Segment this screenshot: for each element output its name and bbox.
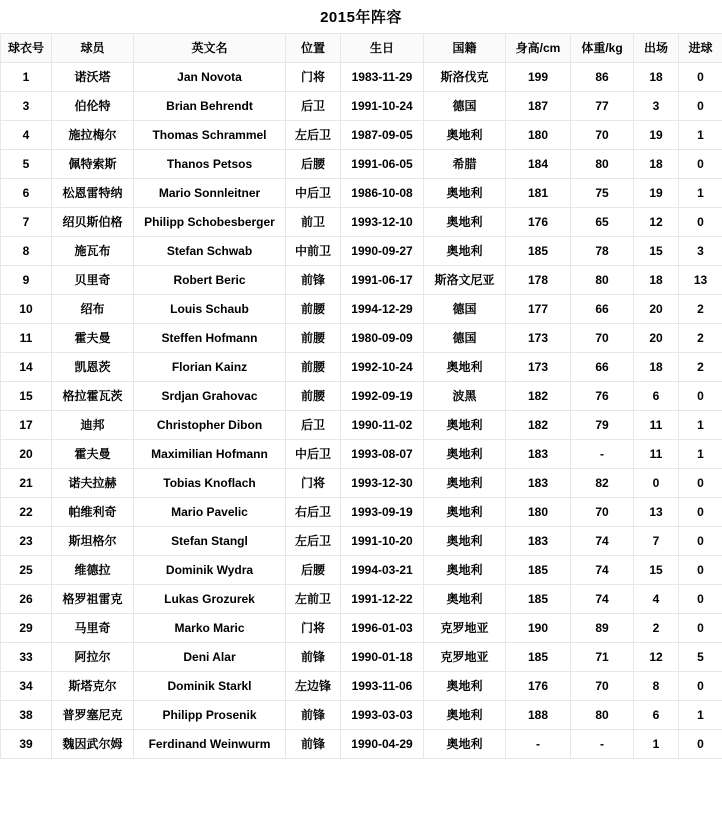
table-cell: 门将	[286, 614, 341, 643]
table-cell: 70	[571, 121, 634, 150]
table-cell: 21	[1, 469, 52, 498]
table-cell: 1	[679, 121, 722, 150]
table-row	[1, 614, 722, 643]
table-cell: 凯恩茨	[52, 353, 134, 382]
table-cell: 奥地利	[424, 730, 506, 759]
table-cell: 80	[571, 701, 634, 730]
table-cell: -	[506, 730, 571, 759]
table-cell: 1	[679, 179, 722, 208]
table-cell: 177	[506, 295, 571, 324]
table-cell: 0	[679, 208, 722, 237]
table-cell: 1990-01-18	[341, 643, 424, 672]
table-cell: 2	[634, 614, 679, 643]
table-cell: 89	[571, 614, 634, 643]
table-cell: 施瓦布	[52, 237, 134, 266]
page-title: 2015年阵容	[320, 9, 402, 26]
table-cell: Florian Kainz	[134, 353, 286, 382]
table-row	[1, 643, 722, 672]
table-cell: 马里奇	[52, 614, 134, 643]
table-cell: 1994-12-29	[341, 295, 424, 324]
table-cell: 奥地利	[424, 121, 506, 150]
table-cell: 1990-11-02	[341, 411, 424, 440]
table-cell: 180	[506, 498, 571, 527]
table-cell: 中后卫	[286, 179, 341, 208]
table-cell: 中前卫	[286, 237, 341, 266]
table-cell: 185	[506, 585, 571, 614]
table-cell: 1991-06-17	[341, 266, 424, 295]
table-cell: 1993-09-19	[341, 498, 424, 527]
table-cell: 0	[679, 614, 722, 643]
table-row	[1, 672, 722, 701]
column-header: 体重/kg	[571, 34, 634, 63]
table-cell: 79	[571, 411, 634, 440]
table-cell: 86	[571, 63, 634, 92]
table-row	[1, 556, 722, 585]
table-cell: 前卫	[286, 208, 341, 237]
table-cell: 3	[634, 92, 679, 121]
table-cell: 26	[1, 585, 52, 614]
table-cell: 前锋	[286, 643, 341, 672]
table-cell: 39	[1, 730, 52, 759]
table-cell: 霍夫曼	[52, 324, 134, 353]
table-cell: Steffen Hofmann	[134, 324, 286, 353]
table-row	[1, 295, 722, 324]
table-row	[1, 353, 722, 382]
table-cell: 71	[571, 643, 634, 672]
table-cell: 希腊	[424, 150, 506, 179]
table-cell: 0	[679, 382, 722, 411]
table-cell: Philipp Schobesberger	[134, 208, 286, 237]
table-row	[1, 701, 722, 730]
table-cell: 奥地利	[424, 556, 506, 585]
column-header: 生日	[341, 34, 424, 63]
table-cell: 8	[1, 237, 52, 266]
table-cell: 0	[679, 556, 722, 585]
table-cell: 190	[506, 614, 571, 643]
table-cell: 22	[1, 498, 52, 527]
table-row	[1, 585, 722, 614]
table-row	[1, 469, 722, 498]
table-cell: 诺沃塔	[52, 63, 134, 92]
table-row	[1, 150, 722, 179]
table-cell: 2	[679, 295, 722, 324]
table-cell: 11	[634, 411, 679, 440]
table-cell: 阿拉尔	[52, 643, 134, 672]
table-cell: 29	[1, 614, 52, 643]
table-row	[1, 63, 722, 92]
table-cell: 奥地利	[424, 411, 506, 440]
table-cell: 霍夫曼	[52, 440, 134, 469]
table-cell: 70	[571, 324, 634, 353]
table-cell: 普罗塞尼克	[52, 701, 134, 730]
table-cell: 德国	[424, 92, 506, 121]
table-cell: 1	[1, 63, 52, 92]
table-cell: 74	[571, 527, 634, 556]
table-cell: 80	[571, 150, 634, 179]
table-cell: 门将	[286, 63, 341, 92]
table-cell: 施拉梅尔	[52, 121, 134, 150]
table-cell: 右后卫	[286, 498, 341, 527]
table-row	[1, 498, 722, 527]
table-cell: 绍布	[52, 295, 134, 324]
table-cell: 182	[506, 411, 571, 440]
table-cell: 3	[679, 237, 722, 266]
column-header: 身高/cm	[506, 34, 571, 63]
table-cell: 1993-12-30	[341, 469, 424, 498]
table-cell: 德国	[424, 295, 506, 324]
table-cell: 176	[506, 672, 571, 701]
column-header: 球员	[52, 34, 134, 63]
table-cell: 德国	[424, 324, 506, 353]
table-cell: 15	[1, 382, 52, 411]
table-cell: 13	[679, 266, 722, 295]
table-cell: 奥地利	[424, 672, 506, 701]
table-header-row	[1, 34, 722, 63]
table-cell: 183	[506, 440, 571, 469]
table-row	[1, 382, 722, 411]
table-row	[1, 237, 722, 266]
table-cell: 斯塔克尔	[52, 672, 134, 701]
table-cell: 13	[634, 498, 679, 527]
table-row	[1, 527, 722, 556]
table-cell: 2	[679, 353, 722, 382]
column-header: 出场	[634, 34, 679, 63]
table-cell: 12	[634, 208, 679, 237]
table-cell: 奥地利	[424, 237, 506, 266]
column-header: 球衣号	[1, 34, 52, 63]
table-cell: 后腰	[286, 150, 341, 179]
table-cell: 诺夫拉赫	[52, 469, 134, 498]
table-cell: 5	[679, 643, 722, 672]
table-cell: 1991-10-20	[341, 527, 424, 556]
table-cell: 1987-09-05	[341, 121, 424, 150]
table-cell: 克罗地亚	[424, 643, 506, 672]
table-cell: Jan Novota	[134, 63, 286, 92]
table-cell: 0	[679, 527, 722, 556]
table-cell: Stefan Schwab	[134, 237, 286, 266]
table-cell: 0	[679, 92, 722, 121]
table-cell: 帕维利奇	[52, 498, 134, 527]
table-cell: 66	[571, 295, 634, 324]
table-cell: 前腰	[286, 324, 341, 353]
table-cell: 5	[1, 150, 52, 179]
table-cell: Philipp Prosenik	[134, 701, 286, 730]
table-cell: 15	[634, 237, 679, 266]
table-cell: 中后卫	[286, 440, 341, 469]
table-cell: 迪邦	[52, 411, 134, 440]
table-cell: 左后卫	[286, 527, 341, 556]
table-cell: Srdjan Grahovac	[134, 382, 286, 411]
table-cell: 173	[506, 324, 571, 353]
table-cell: 1	[634, 730, 679, 759]
table-cell: Mario Sonnleitner	[134, 179, 286, 208]
table-cell: 18	[634, 353, 679, 382]
table-cell: 180	[506, 121, 571, 150]
table-cell: 奥地利	[424, 585, 506, 614]
table-cell: 奥地利	[424, 527, 506, 556]
table-cell: 4	[1, 121, 52, 150]
table-cell: 18	[634, 150, 679, 179]
squad-table	[0, 33, 722, 759]
table-cell: 20	[634, 324, 679, 353]
table-row	[1, 411, 722, 440]
table-cell: 25	[1, 556, 52, 585]
table-cell: 70	[571, 498, 634, 527]
table-cell: 11	[634, 440, 679, 469]
table-cell: 20	[634, 295, 679, 324]
table-cell: 斯洛伐克	[424, 63, 506, 92]
table-cell: 199	[506, 63, 571, 92]
table-cell: Lukas Grozurek	[134, 585, 286, 614]
table-cell: 8	[634, 672, 679, 701]
table-cell: 1	[679, 701, 722, 730]
table-cell: 后卫	[286, 411, 341, 440]
table-cell: 前锋	[286, 730, 341, 759]
table-cell: 1980-09-09	[341, 324, 424, 353]
table-cell: 2	[679, 324, 722, 353]
table-row	[1, 266, 722, 295]
table-cell: 奥地利	[424, 353, 506, 382]
table-cell: 奥地利	[424, 701, 506, 730]
table-cell: 0	[679, 63, 722, 92]
table-cell: 185	[506, 237, 571, 266]
table-cell: 斯洛文尼亚	[424, 266, 506, 295]
table-cell: 10	[1, 295, 52, 324]
table-body	[1, 63, 722, 759]
column-header: 进球	[679, 34, 722, 63]
table-cell: 1991-10-24	[341, 92, 424, 121]
table-cell: 65	[571, 208, 634, 237]
table-cell: 6	[634, 382, 679, 411]
table-cell: 38	[1, 701, 52, 730]
table-cell: 1996-01-03	[341, 614, 424, 643]
table-cell: 格罗祖雷克	[52, 585, 134, 614]
table-cell: 18	[634, 63, 679, 92]
table-cell: 33	[1, 643, 52, 672]
table-cell: 后卫	[286, 92, 341, 121]
table-cell: 1986-10-08	[341, 179, 424, 208]
table-cell: 188	[506, 701, 571, 730]
table-cell: 奥地利	[424, 179, 506, 208]
table-cell: 80	[571, 266, 634, 295]
column-header: 国籍	[424, 34, 506, 63]
table-cell: 34	[1, 672, 52, 701]
table-cell: 0	[679, 469, 722, 498]
table-cell: 182	[506, 382, 571, 411]
table-cell: 1991-12-22	[341, 585, 424, 614]
table-cell: 1993-03-03	[341, 701, 424, 730]
table-cell: 1991-06-05	[341, 150, 424, 179]
table-row	[1, 92, 722, 121]
table-cell: 181	[506, 179, 571, 208]
table-cell: 12	[634, 643, 679, 672]
table-cell: 184	[506, 150, 571, 179]
table-cell: 1993-12-10	[341, 208, 424, 237]
table-cell: 178	[506, 266, 571, 295]
table-cell: 7	[1, 208, 52, 237]
table-cell: 绍贝斯伯格	[52, 208, 134, 237]
table-cell: 1990-09-27	[341, 237, 424, 266]
table-cell: 0	[679, 150, 722, 179]
table-cell: 19	[634, 179, 679, 208]
table-cell: 门将	[286, 469, 341, 498]
table-cell: 23	[1, 527, 52, 556]
table-cell: 74	[571, 556, 634, 585]
table-cell: 78	[571, 237, 634, 266]
table-cell: 7	[634, 527, 679, 556]
table-cell: 格拉霍瓦茨	[52, 382, 134, 411]
table-cell: 左后卫	[286, 121, 341, 150]
table-cell: Dominik Wydra	[134, 556, 286, 585]
table-cell: Tobias Knoflach	[134, 469, 286, 498]
table-cell: 奥地利	[424, 469, 506, 498]
table-row	[1, 730, 722, 759]
table-cell: 183	[506, 527, 571, 556]
table-cell: 77	[571, 92, 634, 121]
table-cell: 0	[679, 730, 722, 759]
table-cell: 波黑	[424, 382, 506, 411]
table-cell: 前腰	[286, 353, 341, 382]
table-row	[1, 179, 722, 208]
table-cell: 74	[571, 585, 634, 614]
table-row	[1, 208, 722, 237]
table-cell: 魏因武尔姆	[52, 730, 134, 759]
table-cell: Brian Behrendt	[134, 92, 286, 121]
table-cell: 4	[634, 585, 679, 614]
table-cell: Louis Schaub	[134, 295, 286, 324]
table-cell: 前锋	[286, 266, 341, 295]
table-cell: 前腰	[286, 295, 341, 324]
table-cell: 185	[506, 643, 571, 672]
table-cell: Mario Pavelic	[134, 498, 286, 527]
table-cell: Marko Maric	[134, 614, 286, 643]
table-cell: 14	[1, 353, 52, 382]
table-cell: 11	[1, 324, 52, 353]
table-cell: 佩特索斯	[52, 150, 134, 179]
table-cell: 70	[571, 672, 634, 701]
column-header: 英文名	[134, 34, 286, 63]
table-cell: 0	[679, 672, 722, 701]
table-row	[1, 440, 722, 469]
table-cell: 贝里奇	[52, 266, 134, 295]
table-cell: 1	[679, 440, 722, 469]
table-cell: 6	[1, 179, 52, 208]
table-cell: 17	[1, 411, 52, 440]
table-row	[1, 121, 722, 150]
table-cell: -	[571, 730, 634, 759]
table-cell: 左边锋	[286, 672, 341, 701]
table-cell: 奥地利	[424, 440, 506, 469]
table-cell: Dominik Starkl	[134, 672, 286, 701]
table-cell: 9	[1, 266, 52, 295]
table-cell: Thanos Petsos	[134, 150, 286, 179]
table-cell: Ferdinand Weinwurm	[134, 730, 286, 759]
table-cell: 前锋	[286, 701, 341, 730]
table-cell: 斯坦格尔	[52, 527, 134, 556]
table-cell: 左前卫	[286, 585, 341, 614]
table-cell: 1993-08-07	[341, 440, 424, 469]
table-cell: 1992-10-24	[341, 353, 424, 382]
table-cell: 19	[634, 121, 679, 150]
table-cell: -	[571, 440, 634, 469]
table-cell: Thomas Schrammel	[134, 121, 286, 150]
table-cell: 0	[679, 498, 722, 527]
table-cell: 76	[571, 382, 634, 411]
table-cell: 奥地利	[424, 498, 506, 527]
table-cell: 1993-11-06	[341, 672, 424, 701]
table-cell: Christopher Dibon	[134, 411, 286, 440]
table-cell: 66	[571, 353, 634, 382]
table-cell: 松恩雷特纳	[52, 179, 134, 208]
table-row	[1, 324, 722, 353]
table-cell: 1983-11-29	[341, 63, 424, 92]
table-cell: 6	[634, 701, 679, 730]
table-cell: 176	[506, 208, 571, 237]
table-cell: 维德拉	[52, 556, 134, 585]
table-cell: 187	[506, 92, 571, 121]
table-cell: 173	[506, 353, 571, 382]
table-cell: Stefan Stangl	[134, 527, 286, 556]
table-cell: 前腰	[286, 382, 341, 411]
table-cell: Maximilian Hofmann	[134, 440, 286, 469]
table-cell: 3	[1, 92, 52, 121]
table-cell: 克罗地亚	[424, 614, 506, 643]
table-cell: 82	[571, 469, 634, 498]
table-cell: Deni Alar	[134, 643, 286, 672]
table-cell: 1	[679, 411, 722, 440]
table-cell: 185	[506, 556, 571, 585]
table-cell: 1990-04-29	[341, 730, 424, 759]
table-cell: 18	[634, 266, 679, 295]
table-cell: Robert Beric	[134, 266, 286, 295]
table-cell: 183	[506, 469, 571, 498]
table-cell: 1992-09-19	[341, 382, 424, 411]
table-cell: 15	[634, 556, 679, 585]
table-cell: 奥地利	[424, 208, 506, 237]
table-cell: 20	[1, 440, 52, 469]
table-cell: 0	[634, 469, 679, 498]
table-cell: 1994-03-21	[341, 556, 424, 585]
table-cell: 75	[571, 179, 634, 208]
column-header: 位置	[286, 34, 341, 63]
table-cell: 伯伦特	[52, 92, 134, 121]
table-cell: 后腰	[286, 556, 341, 585]
table-cell: 0	[679, 585, 722, 614]
